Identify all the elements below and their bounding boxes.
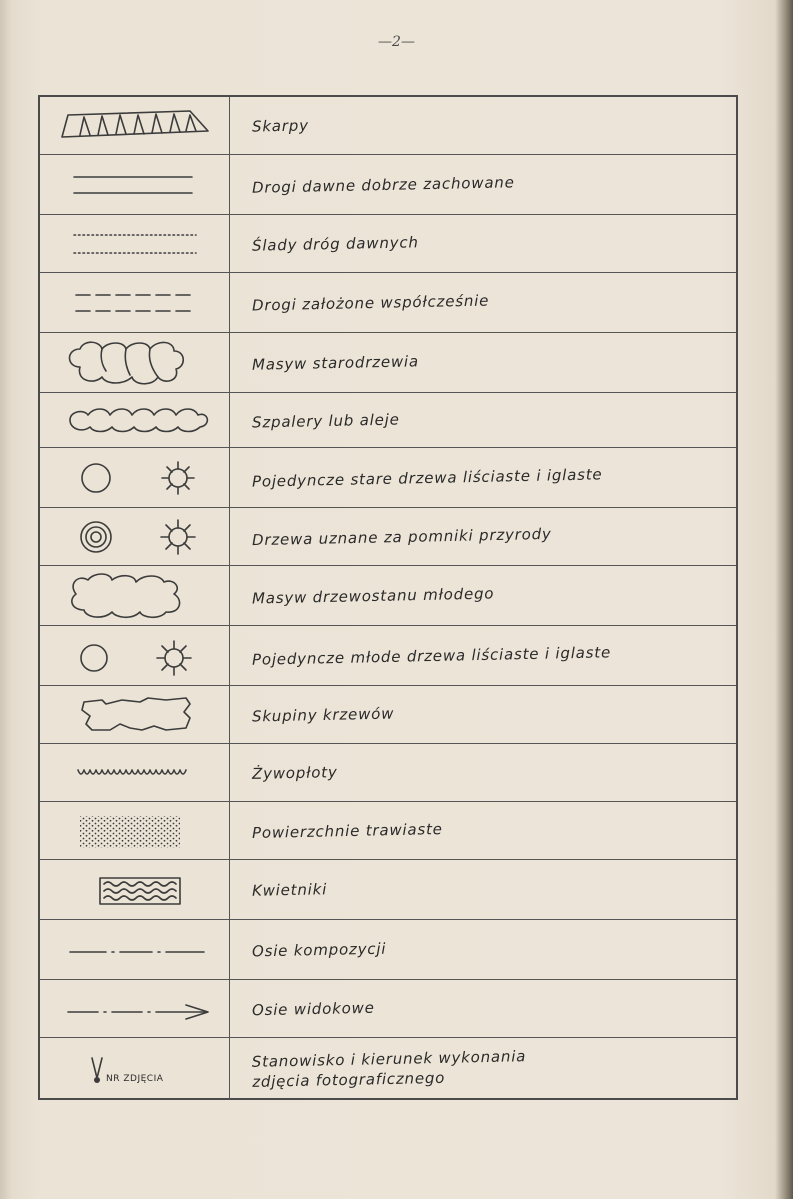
legend-row	[40, 392, 736, 448]
double-solid-line-symbol	[40, 155, 230, 215]
symbol-cell	[40, 566, 230, 626]
symbol-cell	[40, 333, 230, 393]
legend-label: Pojedyncze stare drzewa liściaste i iglaste	[251, 465, 603, 491]
legend-row	[40, 154, 736, 215]
hedge-symbol	[40, 744, 230, 802]
legend-label: Powierzchnie trawiaste	[251, 820, 443, 842]
legend-row	[40, 507, 736, 566]
page-number: —2—	[378, 34, 415, 50]
symbol-cell	[40, 155, 230, 215]
legend-row	[40, 625, 736, 686]
legend-row	[40, 979, 736, 1038]
escarpment-symbol	[40, 97, 230, 154]
legend-label: Masyw drzewostanu młodego	[251, 584, 495, 608]
shrub-cluster-symbol	[40, 686, 230, 744]
legend-label: Szpalery lub aleje	[251, 409, 400, 432]
symbol-cell	[40, 508, 230, 566]
legend-label: Masyw starodrzewia	[251, 352, 420, 374]
symbol-cell	[40, 626, 230, 686]
natural-monument-tree-symbol	[40, 508, 230, 566]
legend-label: Osie kompozycji	[251, 939, 387, 961]
symbol-cell	[40, 980, 230, 1038]
legend-row	[40, 272, 736, 333]
legend-table	[38, 95, 738, 1100]
composition-axis-symbol	[40, 920, 230, 980]
double-dashed-line-symbol	[40, 273, 230, 333]
legend-label: Żywopłoty	[251, 763, 338, 783]
photo-number-label: NR ZDJĘCIA	[106, 1074, 164, 1084]
symbol-cell	[40, 744, 230, 802]
legend-row	[40, 214, 736, 273]
symbol-cell	[40, 1038, 230, 1099]
legend-row	[40, 743, 736, 802]
legend-label: Drzewa uznane za pomniki przyrody	[251, 524, 552, 550]
legend-label: Skupiny krzewów	[251, 704, 395, 726]
legend-row	[40, 565, 736, 626]
legend-row	[40, 685, 736, 744]
legend-row	[40, 919, 736, 980]
legend-label: Kwietniki	[251, 880, 328, 900]
legend-label: Drogi dawne dobrze zachowane	[251, 173, 515, 197]
legend-label: Ślady dróg dawnych	[251, 233, 419, 255]
legend-label: Stanowisko i kierunek wykonania zdjęcia fotograficznego	[251, 1046, 527, 1091]
legend-row	[40, 97, 736, 154]
legend-row	[40, 332, 736, 393]
symbol-cell	[40, 920, 230, 980]
symbol-cell	[40, 686, 230, 744]
legend-label: Osie widokowe	[251, 998, 375, 1020]
photo-station-symbol	[40, 1038, 230, 1099]
legend-row	[40, 1037, 736, 1099]
symbol-cell	[40, 802, 230, 860]
young-tree-pair-symbol	[40, 626, 230, 686]
symbol-cell	[40, 215, 230, 273]
tree-row-symbol	[40, 393, 230, 448]
symbol-cell	[40, 97, 230, 154]
symbol-cell	[40, 273, 230, 333]
symbol-cell	[40, 860, 230, 920]
legend-label: Skarpy	[251, 115, 309, 136]
view-axis-arrow-symbol	[40, 980, 230, 1038]
symbol-cell	[40, 448, 230, 508]
legend-label: Drogi założone współcześnie	[251, 291, 490, 315]
grass-surface-symbol	[40, 802, 230, 860]
legend-row	[40, 447, 736, 508]
legend-label: Pojedyncze młode drzewa liściaste i iglaste	[251, 643, 612, 669]
old-tree-mass-symbol	[40, 333, 230, 393]
old-tree-pair-symbol	[40, 448, 230, 508]
flowerbed-symbol	[40, 860, 230, 920]
symbol-cell	[40, 393, 230, 448]
double-dotted-line-symbol	[40, 215, 230, 273]
legend-row	[40, 859, 736, 920]
young-stand-mass-symbol	[40, 566, 230, 626]
legend-row	[40, 801, 736, 860]
